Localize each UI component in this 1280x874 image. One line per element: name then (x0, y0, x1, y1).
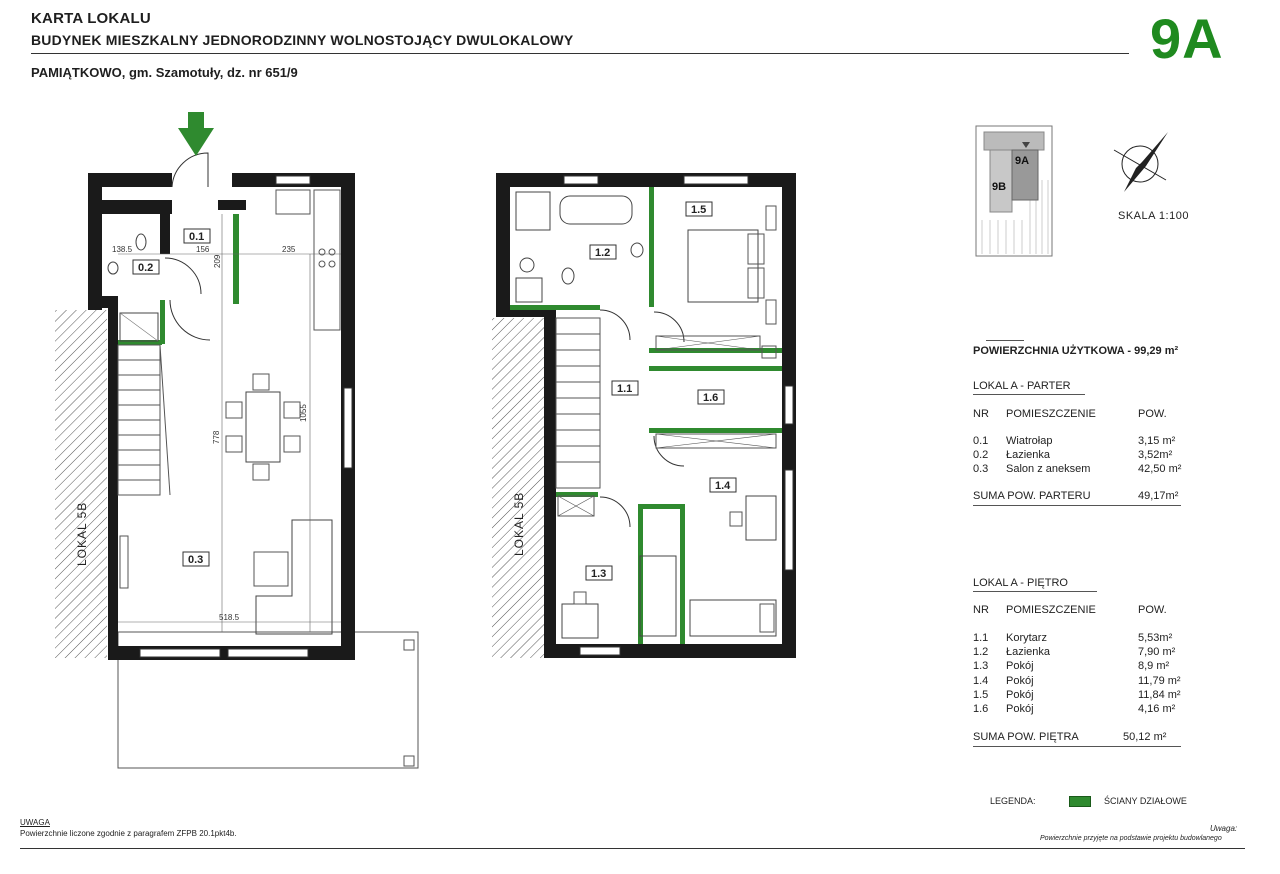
ground-wall-left-upper (88, 173, 102, 310)
room-label: 1.1 (617, 383, 633, 395)
door-swing (654, 436, 684, 466)
note-text: Powierzchnie liczone zgodnie z paragrafem ZFPB 20.1pkt4b. (20, 829, 237, 838)
upper-wall-top (496, 173, 796, 187)
site-label-9b: 9B (992, 181, 1007, 193)
terrace-post (404, 640, 414, 650)
legend-swatch (1069, 796, 1091, 807)
partition-wall (649, 187, 654, 307)
note-title: UWAGA (20, 818, 50, 827)
bed (640, 556, 676, 636)
room-label: 0.2 (138, 262, 154, 274)
sofa (256, 520, 332, 634)
toilet-icon (562, 268, 574, 284)
window (684, 176, 748, 184)
window (344, 388, 352, 468)
table-row: 1.3 Pokój 8,9 m² (973, 660, 1170, 672)
table-row: 1.2 Łazienka 7,90 m² (973, 646, 1176, 658)
chair (253, 464, 269, 480)
pietro-sum-row: SUMA POW. PIĘTRA 50,12 m² (973, 731, 1167, 743)
ground-wall-step (88, 296, 118, 308)
room-label: 1.3 (591, 568, 607, 580)
room-label: 0.3 (188, 554, 204, 566)
room-label: 1.2 (595, 247, 611, 259)
right-note-text: Powierzchnie przyjęte na podstawie projektu budowlanego (1040, 835, 1222, 842)
unit-badge: 9A (1150, 7, 1224, 70)
dimension-label: 778 (212, 430, 221, 444)
dining-table (246, 392, 280, 462)
chair (284, 402, 300, 418)
door-swing (600, 497, 630, 527)
site-mini-map (970, 120, 1060, 262)
partition-wall (233, 214, 239, 304)
window (580, 647, 620, 655)
parter-heading: LOKAL A - PARTER (973, 380, 1071, 392)
chair (253, 374, 269, 390)
neighbor-hatch (492, 318, 544, 658)
site-label-9a: 9A (1015, 155, 1030, 167)
ground-wall-inner (102, 200, 172, 214)
window (140, 649, 220, 657)
north-arrow-icon (1110, 128, 1176, 198)
partition-wall (680, 504, 685, 644)
table-row: 1.4 Pokój 11,79 m² (973, 675, 1181, 687)
washbasin-icon (520, 258, 534, 272)
terrace-post (404, 756, 414, 766)
room-label: 1.6 (703, 392, 719, 404)
upper-floor-plan (492, 173, 796, 658)
table-row: 0.2 Łazienka 3,52m² (973, 449, 1173, 461)
window (276, 176, 310, 184)
chair (574, 592, 586, 604)
bathtub (560, 196, 632, 224)
room-label: 0.1 (189, 231, 205, 243)
window (228, 649, 308, 657)
bed (690, 600, 776, 636)
table-row: 0.3 Salon z aneksem 42,50 m² (973, 463, 1182, 475)
total-area: POWIERZCHNIA UŻYTKOWA - 99,29 m² (973, 345, 1179, 357)
partition-wall (160, 300, 165, 344)
location-text: PAMIĄTKOWO, gm. Szamotuły, dz. nr 651/9 (31, 65, 298, 80)
room-label: 1.5 (691, 204, 707, 216)
kitchen-counter (314, 190, 340, 330)
door-swing (170, 300, 210, 340)
pietro-heading: LOKAL A - PIĘTRO (973, 577, 1068, 589)
pietro-columns: NR POMIESZCZENIE POW. (973, 604, 1167, 616)
room-label: 1.4 (715, 480, 731, 492)
dimension-label: 138.5 (112, 245, 133, 254)
nightstand (766, 206, 776, 230)
scale-label: SKALA 1:100 (1118, 210, 1189, 222)
dimension-label: 209 (213, 254, 222, 268)
neighbor-hatch (55, 310, 107, 658)
upper-wall-left-lower (544, 305, 556, 658)
ground-stairs (118, 345, 170, 495)
upper-wall-left-upper (496, 173, 510, 316)
armchair (254, 552, 288, 586)
window (785, 470, 793, 570)
partition-wall (510, 305, 600, 310)
legend-label: LEGENDA: (990, 796, 1036, 806)
chair (284, 436, 300, 452)
entry-door (172, 153, 208, 187)
table-row: 1.6 Pokój 4,16 m² (973, 703, 1176, 715)
chair (226, 402, 242, 418)
desk (562, 604, 598, 638)
table-row: 1.5 Pokój 11,84 m² (973, 689, 1181, 701)
shower (516, 192, 550, 230)
dimension-label: 1055 (299, 404, 308, 422)
footer-divider (20, 848, 1245, 849)
neighbor-unit-label: LOKAL 5B (75, 501, 89, 566)
dimension-label: 156 (196, 245, 210, 254)
tv-cabinet (120, 536, 128, 588)
chair (730, 512, 742, 526)
ground-wall-left-lower (108, 300, 118, 660)
parter-sum-row: SUMA POW. PARTERU 49,17m² (973, 490, 1179, 502)
legend-item: ŚCIANY DZIAŁOWE (1104, 796, 1187, 806)
building-description: BUDYNEK MIESZKALNY JEDNORODZINNY WOLNOSTOJĄCY DWULOKALOWY (31, 32, 574, 48)
sink-icon (108, 262, 118, 274)
parter-columns: NR POMIESZCZENIE POW. (973, 408, 1167, 420)
table-row: 0.1 Wiatrołap 3,15 m² (973, 435, 1176, 447)
window (785, 386, 793, 424)
partition-wall (638, 504, 684, 509)
table-row: 1.1 Korytarz 5,53m² (973, 632, 1173, 644)
chair (226, 436, 242, 452)
partition-wall (649, 428, 782, 433)
desk (746, 496, 776, 540)
washing-machine (516, 278, 542, 302)
ground-floor-plan (55, 112, 418, 768)
partition-wall (649, 366, 782, 371)
right-note-title: Uwaga: (1210, 824, 1238, 833)
entrance-arrow (178, 112, 214, 156)
ground-wall-inner (160, 214, 170, 254)
sheet-title: KARTA LOKALU (31, 10, 151, 27)
window (564, 176, 598, 184)
sink-icon (631, 243, 643, 257)
neighbor-unit-label: LOKAL 5B (512, 491, 526, 556)
ground-wall-inner (218, 200, 246, 210)
dimension-label: 235 (282, 245, 296, 254)
dimension-label: 518.5 (219, 613, 240, 622)
door-swing (165, 258, 201, 294)
kitchen-unit (276, 190, 310, 214)
door-swing (600, 310, 630, 340)
nightstand (766, 300, 776, 324)
toilet-icon (136, 234, 146, 250)
upper-stairs (556, 318, 600, 488)
